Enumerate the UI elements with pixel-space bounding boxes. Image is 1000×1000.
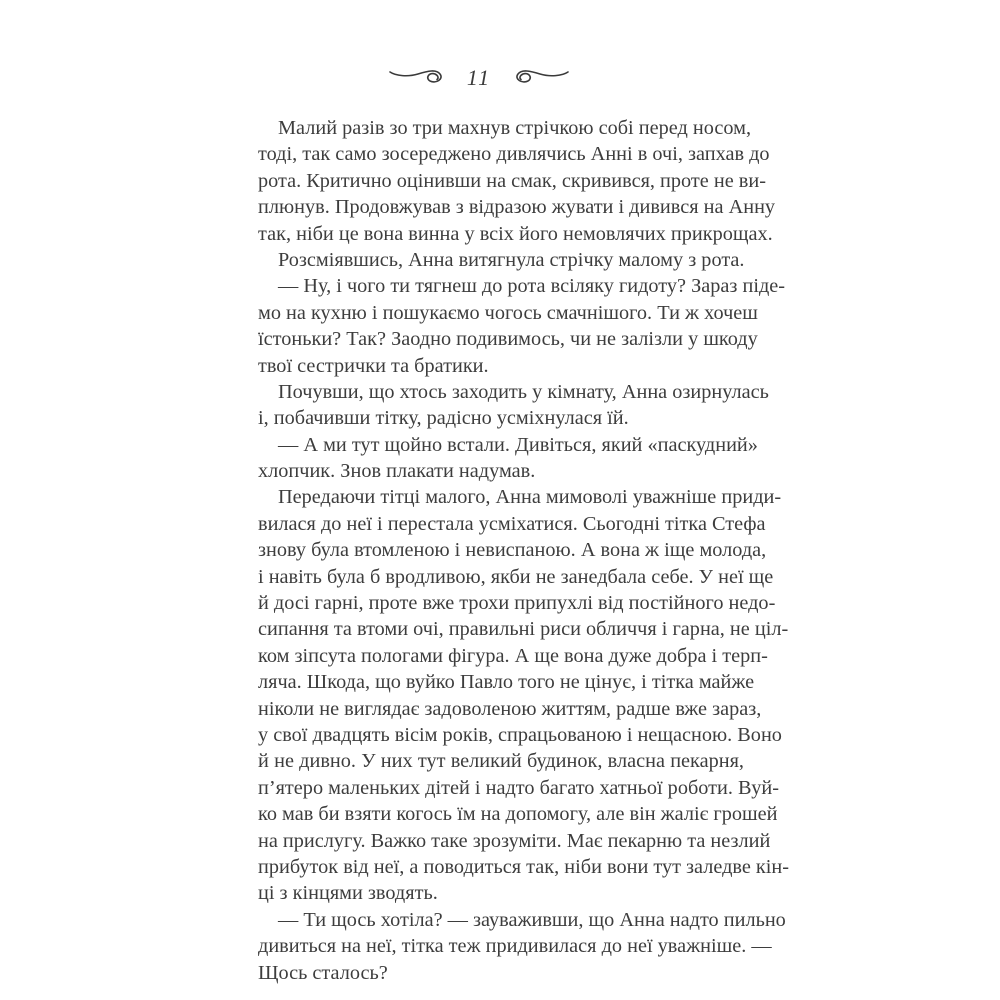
text-line: прибуток від неї, а поводиться так, ніби вони тут заледве кін-: [258, 855, 790, 878]
text-line: ко мав би взяти когось їм на допомогу, але він жаліє грошей: [258, 803, 778, 826]
text-line: твої сестрички та братики.: [258, 354, 489, 377]
text-line: ком зіпсута пологами фігура. А ще вона дуже добра і терп-: [258, 644, 768, 667]
text-line: плюнув. Продовжував з відразою жувати і дивився на Анну: [258, 196, 776, 219]
text-line: ці з кінцями зводять.: [258, 882, 438, 905]
page-header: [384, 60, 574, 96]
text-line: їстоньки? Так? Заодно подивимось, чи не залізли у шкоду: [258, 328, 758, 351]
text-line: вилася до неї і перестала усміхатися. Сьогодні тітка Стефа: [258, 512, 766, 535]
page-number: 11: [466, 65, 492, 90]
text-line: на прислугу. Важко таке зрозуміти. Має пекарню та незлий: [258, 829, 771, 852]
text-line: й досі гарні, проте вже трохи припухлі від постійного недо-: [258, 592, 776, 615]
text-line: Щось сталось?: [258, 961, 388, 984]
text-line: у свої двадцять вісім років, спрацьованою і нещасною. Воно: [258, 723, 782, 746]
text-line: Почувши, що хтось заходить у кімнату, Анна озирнулась: [278, 380, 769, 403]
text-line: Передаючи тітці малого, Анна мимоволі уважніше приди-: [278, 486, 782, 509]
text-line: і, побачивши тітку, радісно усміхнулася їй.: [258, 407, 629, 430]
text-line: Розсміявшись, Анна витягнула стрічку малому з рота.: [278, 248, 745, 271]
text-line: ніколи не виглядає задоволеною життям, радше вже зараз,: [258, 697, 762, 720]
text-line: п’ятеро маленьких дітей і надто багато хатньої роботи. Вуй-: [258, 776, 780, 799]
text-line: тоді, так само зосереджено дивлячись Анні в очі, запхав до: [258, 143, 770, 166]
text-line: так, ніби це вона винна у всіх його немовлячих прикрощах.: [258, 222, 773, 245]
text-line: — Ну, і чого ти тягнеш до рота всіляку гидоту? Зараз піде-: [278, 275, 786, 298]
text-line: рота. Критично оцінивши на смак, скривився, проте не ви-: [258, 169, 766, 192]
text-line: дивиться на неї, тітка теж придивилася до неї уважніше. —: [258, 935, 772, 958]
text-line: хлопчик. Знов плакати надумав.: [258, 460, 536, 483]
text-line: ляча. Шкода, що вуйко Павло того не цінує, і тітка майже: [258, 671, 755, 694]
text-line: мо на кухню і пошукаємо чогось смачнішого. Ти ж хочеш: [258, 301, 758, 324]
text-line: — Ти щось хотіла? — зауваживши, що Анна надто пильно: [278, 908, 786, 931]
text-line: Малий разів зо три махнув стрічкою собі перед носом,: [278, 117, 752, 139]
body-text: [258, 115, 790, 986]
text-line: і навіть була б вродливою, якби не занедбала себе. У неї ще: [258, 565, 774, 588]
text-line: — А ми тут щойно встали. Дивіться, який «паскудний»: [278, 433, 758, 456]
text-line: й не дивно. У них тут великий будинок, власна пекарня,: [258, 750, 744, 773]
text-line: сипання та втоми очі, правильні риси обличчя і гарна, не ціл-: [258, 618, 789, 641]
text-line: знову була втомленою і невиспаною. А вона ж іще молода,: [258, 539, 767, 562]
